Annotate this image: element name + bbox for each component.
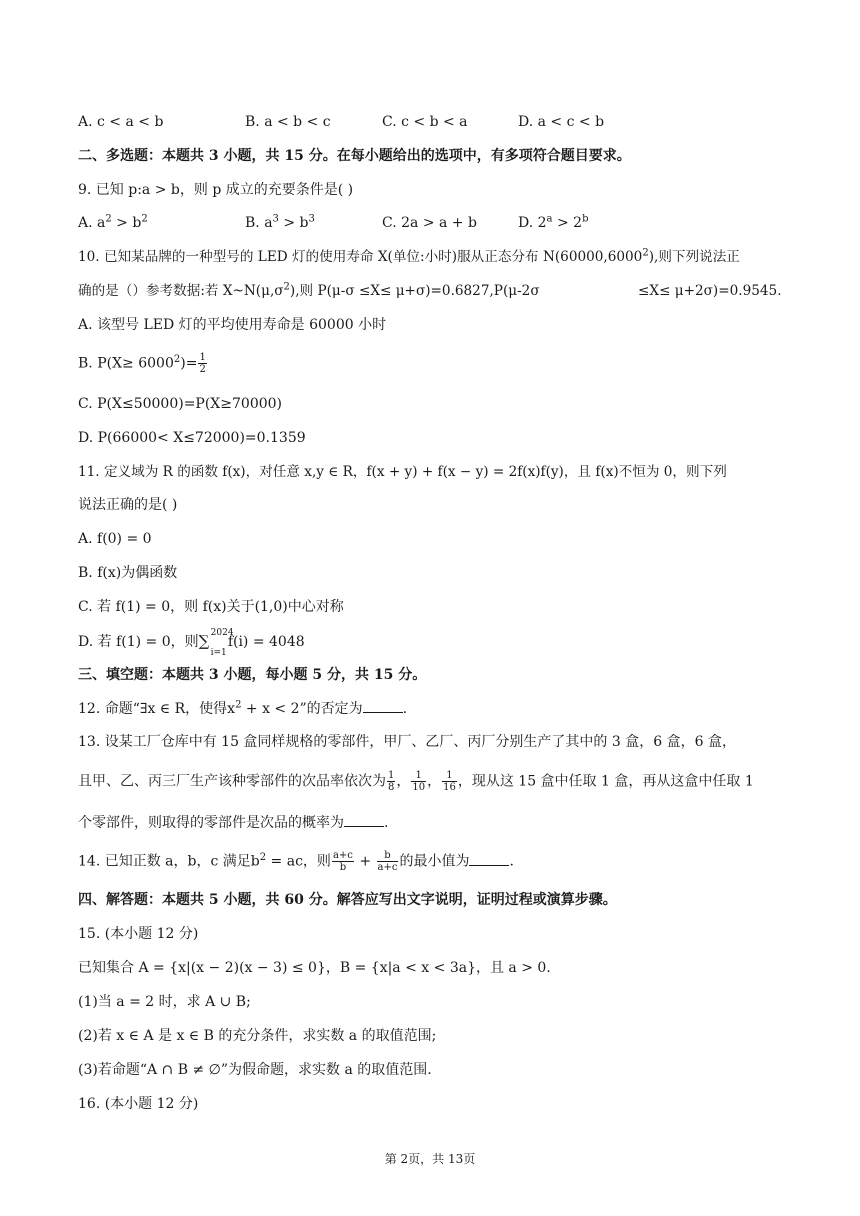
q10-option-b: B. $P(X\ge 6000^2)=$ $\frac{1}{2}$: [78, 352, 206, 375]
q15-stem: 已知集合 A = {x|(x − 2)(x − 3) ≤ 0}，B = {x|a < x < 3a}，且 a > 0.: [78, 960, 551, 976]
q11-option-c: C. 若 f(1) = 0，则 f(x)关于(1,0)中心对称: [78, 599, 344, 615]
q9-option-a: A. $a^2 > b^2$: [78, 213, 148, 231]
q10-option-a: A. 该型号 LED 灯的平均使用寿命是 60000 小时: [78, 317, 387, 333]
q11-option-b: B. f(x)为偶函数: [78, 565, 178, 581]
q11-option-a: A. f(0) = 0: [78, 531, 152, 547]
q10-option-d: D. P(66000< X≤72000)=0.1359: [78, 430, 306, 446]
page-footer: 第 2页，共 13页: [384, 1152, 476, 1166]
q13-stem-line2: 且甲、乙、丙三厂生产该种零部件的次品率依次为 $\frac{1}{8}$ ， $\frac{1}{10}$ ， $\frac{1}{16}$ ，现从这 15 盒中任取 1 盒，再从这盒中任取 1: [78, 770, 754, 793]
q11-stem-line2: 说法正确的是( ): [78, 497, 178, 513]
q11-stem-line1: 11. 定义域为 R 的函数 f(x)，对任意 x,y ∈ R，f(x + y) + f(x − y) = 2f(x)f(y)，且 f(x)不恒为 0，则下列: [78, 464, 727, 480]
q9-option-d: D. $2^a > 2^b$: [518, 213, 589, 231]
q8-option-a: A. c < a < b: [78, 114, 164, 130]
q15-part2: (2)若 x ∈ A 是 x ∈ B 的充分条件，求实数 a 的取值范围;: [78, 1028, 437, 1044]
q9-stem: 9. 已知 p:a > b，则 p 成立的充要条件是( ): [78, 182, 354, 198]
q8-option-b: B. a < b < c: [245, 114, 331, 130]
q12-stem: 12. 命题“∃x ∈ R，使得$x^2 + x < 2$”的否定为 .: [78, 699, 408, 717]
q9-option-b: B. $a^3 > b^3$: [245, 213, 315, 231]
q14-stem: 14. 已知正数 a，b，c 满足$b^2$ = ac，则 $\frac{a+c}{b}$ + $\frac{b}{a+c}$ 的最小值为 .: [78, 850, 514, 873]
section3-heading: 三、填空题：本题共 3 小题，每小题 5 分，共 15 分。: [78, 667, 427, 683]
q10-stem-line2: 确的是（）参考数据:若 $X\sim N(\mu,\sigma^2)$,则 P(μ-σ ≤X≤ μ+σ)=0.6827,P(μ-2σ: [78, 281, 540, 299]
q10-stem-line2-tail: ≤X≤ μ+2σ)=0.9545.: [638, 283, 782, 299]
q16-title: 16. (本小题 12 分): [78, 1096, 199, 1112]
summation-symbol: ∑ 2024 i=1: [198, 628, 234, 658]
answer-blank: [469, 851, 509, 866]
q15-title: 15. (本小题 12 分): [78, 926, 199, 942]
q13-stem-line1: 13. 设某工厂仓库中有 15 盒同样规格的零部件，甲厂、乙厂、丙厂分别生产了其中的 3 盒，6 盒，6 盒，: [78, 734, 736, 750]
q9-option-c: C. 2a > a + b: [382, 215, 477, 231]
q15-part1: (1)当 a = 2 时，求 A ∪ B;: [78, 994, 251, 1010]
answer-blank: [344, 812, 384, 827]
q11-option-d: D. 若 f(1) = 0，则∑ 2024 i=1 f(i) = 4048: [78, 628, 305, 658]
q8-option-d: D. a < c < b: [518, 114, 605, 130]
q13-stem-line3: 个零部件，则取得的零部件是次品的概率为 .: [78, 812, 388, 833]
q10-stem-line1: 10. 已知某品牌的一种型号的 LED 灯的使用寿命 X(单位:小时)服从正态分布 N(60000,6000$^2$),则下列说法正: [78, 247, 740, 265]
q15-part3: (3)若命题“A ∩ B ≠ ∅”为假命题，求实数 a 的取值范围.: [78, 1062, 432, 1078]
answer-blank: [363, 698, 403, 713]
section2-heading: 二、多选题：本题共 3 小题，共 15 分。在每小题给出的选项中，有多项符合题目要求。: [78, 148, 631, 164]
q8-option-c: C. c < b < a: [382, 114, 468, 130]
section4-heading: 四、解答题：本题共 5 小题，共 60 分。解答应写出文字说明，证明过程或演算步骤。: [78, 892, 617, 908]
q10-option-c: C. P(X≤50000)=P(X≥70000): [78, 396, 282, 412]
